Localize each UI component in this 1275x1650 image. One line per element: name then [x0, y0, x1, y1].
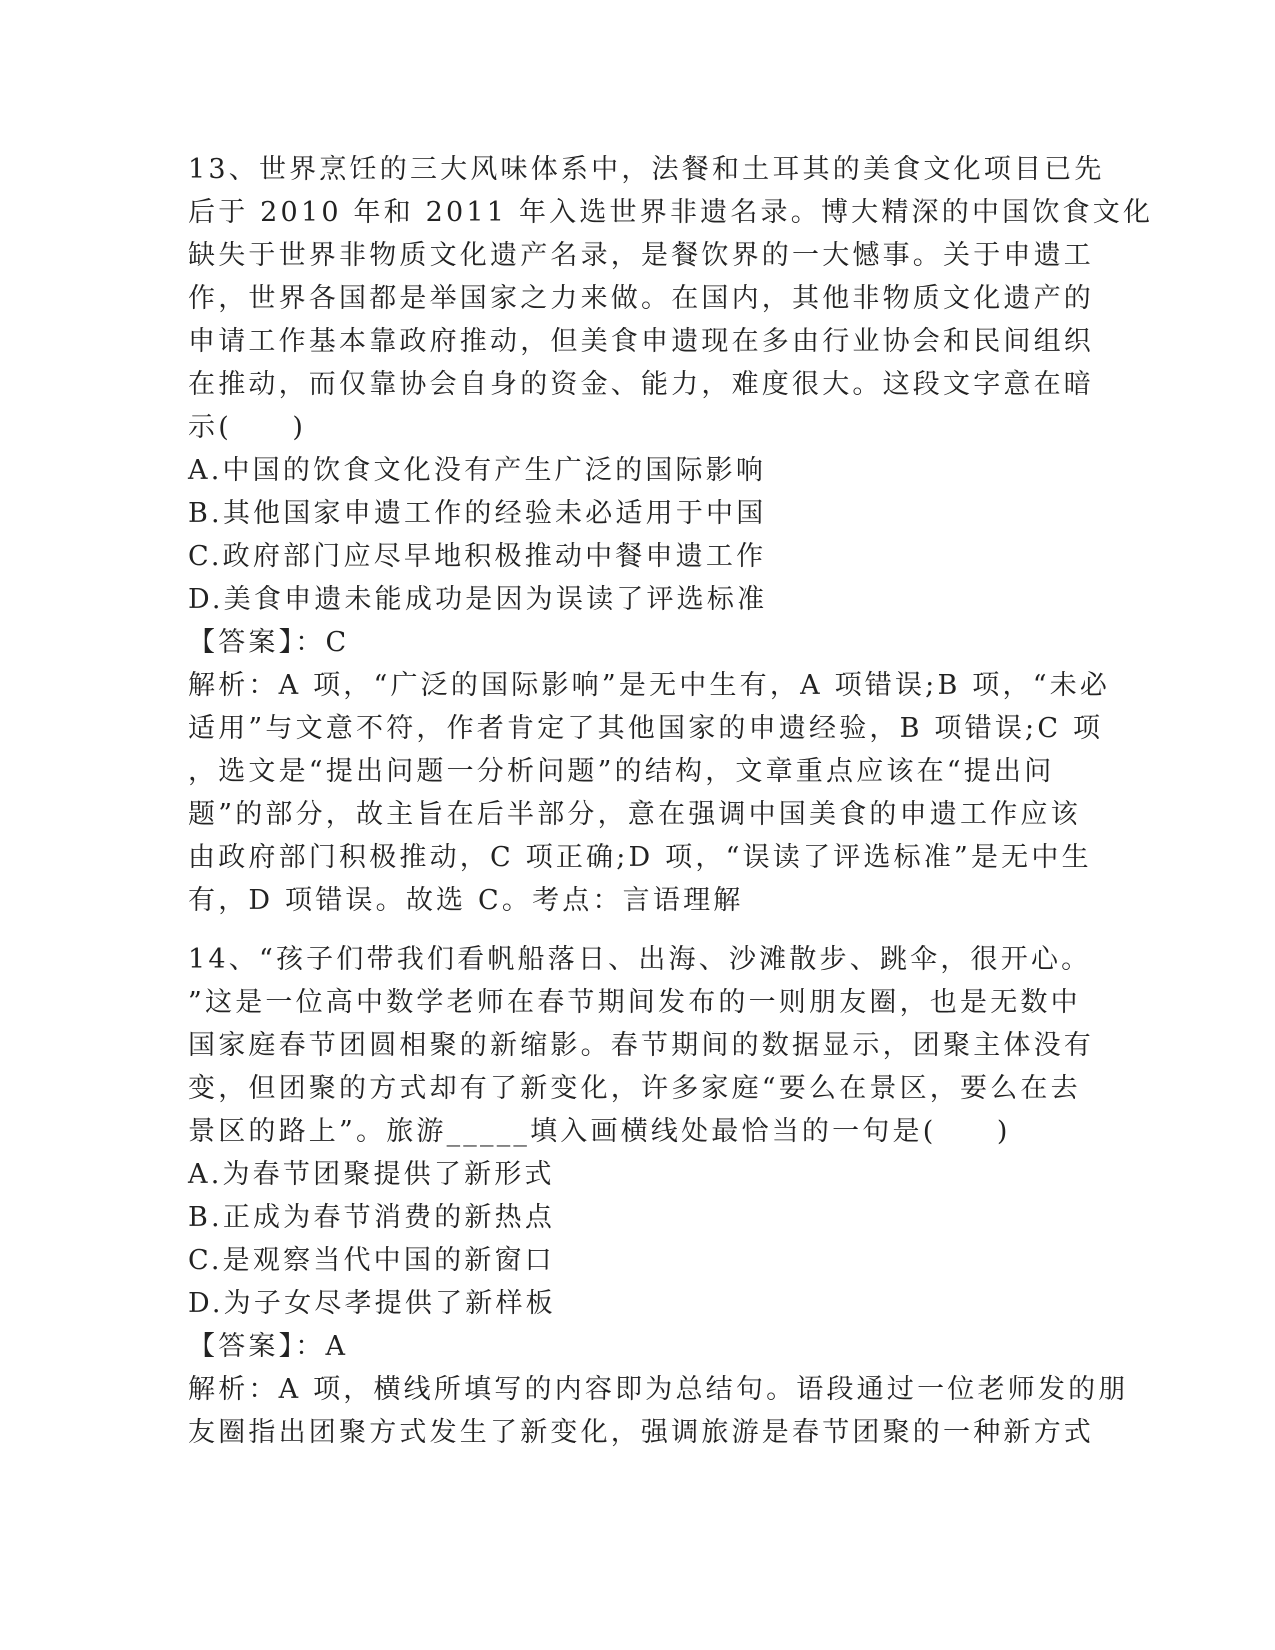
stem-line: 示( ) — [188, 412, 307, 443]
question-13 — [188, 148, 1154, 922]
answer-line: 【答案】：A — [188, 1331, 349, 1362]
stem-line: 缺失于世界非物质文化遗产名录，是餐饮界的一大憾事。关于申遗工 — [188, 240, 1094, 271]
stem-line: ”这是一位高中数学老师在春节期间发布的一则朋友圈，也是无数中 — [188, 987, 1081, 1018]
option-d: D.美食申遗未能成功是因为误读了评选标准 — [188, 584, 768, 615]
analysis-line: 友圈指出团聚方式发生了新变化，强调旅游是春节团聚的一种新方式 — [188, 1417, 1094, 1448]
stem-line: 景区的路上”。旅游_____填入画横线处最恰当的一句是( ) — [188, 1116, 1011, 1147]
answer-line: 【答案】：C — [188, 627, 350, 658]
stem-line: 后于 2010 年和 2011 年入选世界非遗名录。博大精深的中国饮食文化 — [188, 197, 1154, 228]
analysis-line: 题”的部分，故主旨在后半部分，意在强调中国美食的申遗工作应该 — [188, 799, 1081, 830]
analysis-line: ，选文是“提出问题一分析问题”的结构，文章重点应该在“提出问 — [188, 756, 1055, 787]
stem-line: 作，世界各国都是举国家之力来做。在国内，其他非物质文化遗产的 — [188, 283, 1094, 314]
options-list — [188, 449, 1078, 621]
option-c: C.是观察当代中国的新窗口 — [188, 1245, 555, 1276]
question-stem — [188, 938, 1094, 1153]
stem-line: 变，但团聚的方式却有了新变化，许多家庭“要么在景区，要么在去 — [188, 1073, 1081, 1104]
option-b: B.正成为春节消费的新热点 — [188, 1202, 556, 1233]
stem-line: 在推动，而仅靠协会自身的资金、能力，难度很大。这段文字意在暗 — [188, 369, 1094, 400]
question-14 — [188, 938, 1129, 1454]
option-d: D.为子女尽孝提供了新样板 — [188, 1288, 556, 1319]
stem-line: 国家庭春节团圆相聚的新缩影。春节期间的数据显示，团聚主体没有 — [188, 1030, 1094, 1061]
analysis — [188, 664, 1111, 922]
options-list — [188, 1153, 1078, 1325]
question-stem — [188, 148, 1154, 449]
document-page — [188, 148, 1154, 1454]
analysis-line: 适用”与文意不符，作者肯定了其他国家的申遗经验，B 项错误;C 项 — [188, 713, 1104, 744]
stem-line: 13、世界烹饪的三大风味体系中，法餐和土耳其的美食文化项目已先 — [188, 154, 1105, 185]
analysis-line: 解析：A 项，横线所填写的内容即为总结句。语段通过一位老师发的朋 — [188, 1374, 1129, 1405]
option-a: A.中国的饮食文化没有产生广泛的国际影响 — [188, 455, 767, 486]
option-c: C.政府部门应尽早地积极推动中餐申遗工作 — [188, 541, 767, 572]
stem-line: 申请工作基本靠政府推动，但美食申遗现在多由行业协会和民间组织 — [188, 326, 1094, 357]
stem-line: 14、“孩子们带我们看帆船落日、出海、沙滩散步、跳伞，很开心。 — [188, 944, 1092, 975]
analysis-line: 由政府部门积极推动，C 项正确;D 项，“误读了评选标准”是无中生 — [188, 842, 1092, 873]
analysis-line: 解析：A 项，“广泛的国际影响”是无中生有，A 项错误;B 项，“未必 — [188, 670, 1111, 701]
analysis-line: 有，D 项错误。故选 C。考点：言语理解 — [188, 885, 744, 916]
analysis — [188, 1368, 1129, 1454]
option-b: B.其他国家申遗工作的经验未必适用于中国 — [188, 498, 767, 529]
option-a: A.为春节团聚提供了新形式 — [188, 1159, 555, 1190]
